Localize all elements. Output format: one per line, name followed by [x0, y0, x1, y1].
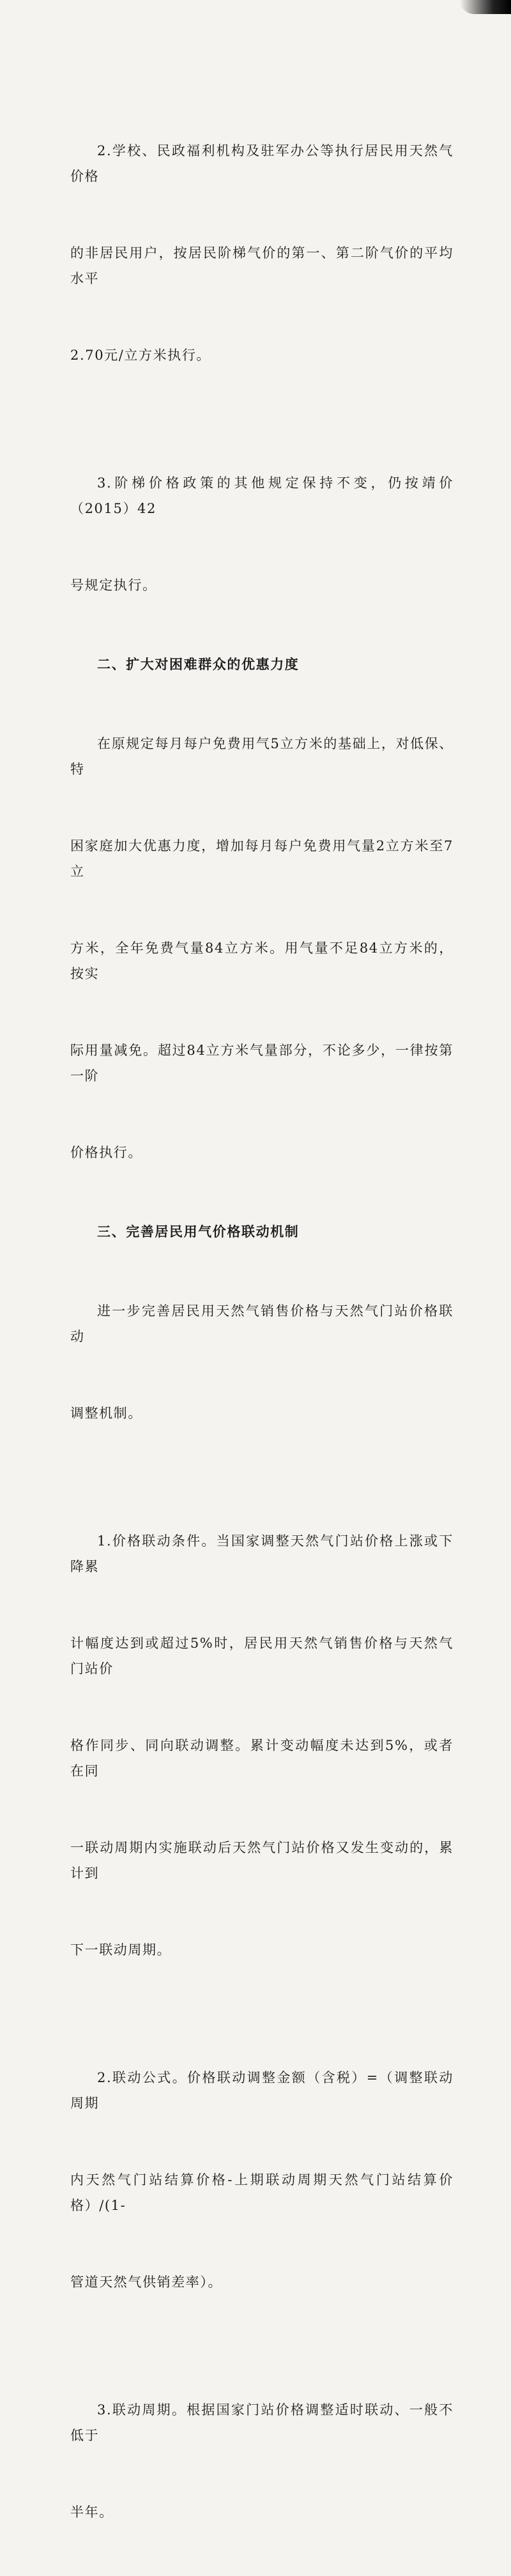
line: 3.阶梯价格政策的其他规定保持不变，仍按靖价（2015）42 [70, 475, 454, 516]
line: 2.学校、民政福利机构及驻军办公等执行居民用天然气价格 [70, 143, 454, 184]
line: 计幅度达到或超过5%时，居民用天然气销售价格与天然气门站价 [70, 1636, 454, 1676]
line: 困家庭加大优惠力度，增加每月每户免费用气量2立方米至7立 [70, 838, 454, 879]
line: 方米，全年免费气量84立方米。用气量不足84立方米的，按实 [70, 940, 454, 981]
line: 半年。 [70, 2504, 114, 2520]
line: 际用量减免。超过84立方米气量部分，不论多少，一律按第一阶 [70, 1043, 454, 1084]
line: 在原规定每月每户免费用气5立方米的基础上，对低保、特 [70, 736, 454, 777]
line: 2.70元/立方米执行。 [70, 348, 211, 363]
paragraph-school-users [70, 87, 454, 419]
paragraph-free-gas [70, 680, 454, 1216]
paragraph-linkage-period [70, 2346, 454, 2576]
paragraph-linkage-conditions [70, 1477, 454, 2014]
line: 的非居民用户，按居民阶梯气价的第一、第二阶气价的平均水平 [70, 245, 454, 286]
section-heading-2: 二、扩大对困难群众的优惠力度 [97, 656, 300, 672]
line: 一联动周期内实施联动后天然气门站价格又发生变动的，累计到 [70, 1840, 454, 1881]
document-body [70, 87, 454, 2576]
line: 1.价格联动条件。当国家调整天然气门站价格上涨或下降累 [70, 1533, 454, 1574]
line: 2.联动公式。价格联动调整金额（含税）=（调整联动周期 [70, 2070, 454, 2111]
paragraph-linkage-intro [70, 1247, 454, 1477]
paragraph-linkage-formula [70, 2014, 454, 2346]
line: 调整机制。 [70, 1406, 142, 1421]
paragraph-tiered-policy [70, 419, 454, 649]
line: 3.联动周期。根据国家门站价格调整适时联动、一般不低于 [70, 2402, 454, 2443]
line: 下一联动周期。 [70, 1942, 172, 1958]
line: 格作同步、同向联动调整。累计变动幅度未达到5%，或者在同 [70, 1738, 454, 1779]
line: 管道天然气供销差率）。 [70, 2274, 223, 2290]
line: 价格执行。 [70, 1145, 142, 1160]
line: 内天然气门站结算价格-上期联动周期天然气门站结算价格）/(1- [70, 2172, 454, 2213]
scan-corner-shadow [460, 0, 511, 14]
line: 号规定执行。 [70, 578, 157, 593]
section-heading-3: 三、完善居民用气价格联动机制 [97, 1223, 300, 1239]
line: 进一步完善居民用天然气销售价格与天然气门站价格联动 [70, 1303, 454, 1344]
